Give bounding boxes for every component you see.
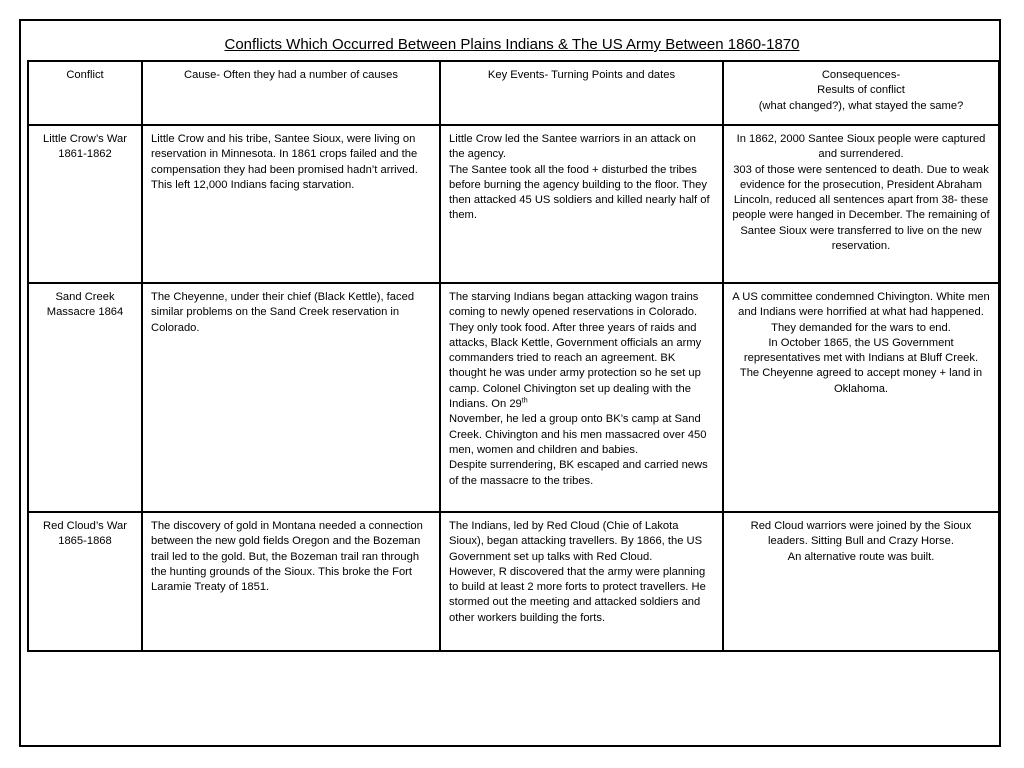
cause-cell: The Cheyenne, under their chief (Black Kettle), faced similar problems on the Sand Creek reservation in Colorado.	[142, 283, 440, 512]
header-consequences: Consequences- Results of conflict (what changed?), what stayed the same?	[723, 61, 999, 125]
ordinal-suffix: th	[521, 397, 528, 405]
conflict-name: Sand Creek Massacre 1864	[28, 283, 142, 512]
consequences-cell: In 1862, 2000 Santee Sioux people were captured and surrendered. 303 of those were sentenced to death. Due to weak evidence for the prosecution, President Abraham Lincoln, reduced all sentences apart from 38- these people were hanged in December. The remaining of Santee Sioux were transferred to live on the new reservation.	[723, 125, 999, 283]
page-title: Conflicts Which Occurred Between Plains Indians & The US Army Between 1860-1870	[224, 36, 800, 53]
consequences-cell: A US committee condemned Chivington. White men and Indians were horrified at what had happened. They demanded for the wars to end. In October 1865, the US Government representatives met with Indians at Bluff Creek. The Cheyenne agreed to accept money + land in Oklahoma.	[723, 283, 999, 512]
conflict-name: Red Cloud’s War 1865-1868	[28, 512, 142, 651]
header-cause: Cause- Often they had a number of causes	[142, 61, 440, 125]
key-events-cell: The Indians, led by Red Cloud (Chie of Lakota Sioux), began attacking travellers. By 1866, the US Government set up talks with Red Cloud. However, R discovered that the army were planning to build at least 2 more forts to protect travellers. He stormed out the meeting and attacked soldiers and other workers building the forts.	[440, 512, 723, 651]
table-row	[28, 125, 999, 283]
header-key-events: Key Events- Turning Points and dates	[440, 61, 723, 125]
table-header-row	[28, 61, 999, 125]
table-row	[28, 283, 999, 512]
cause-cell: The discovery of gold in Montana needed a connection between the new gold fields Oregon and the Bozeman trail led to the gold. But, the Bozeman trail ran through the hunting grounds of the Sioux. This broke the Fort Laramie Treaty of 1851.	[142, 512, 440, 651]
table-row	[28, 512, 999, 651]
key-events-cell: Little Crow led the Santee warriors in an attack on the agency. The Santee took all the food + disturbed the tribes before burning the agency building to the floor. They then attacked 45 US soldiers and killed nearly half of them.	[440, 125, 723, 283]
header-conflict: Conflict	[28, 61, 142, 125]
key-events-text: The starving Indians began attacking wagon trains coming to newly opened reservations in Colorado. They only took food. After three years of raids and attacks, Black Kettle, Government officials an army commanders tried to reach an agreement. BK thought he was under army protection so he set up camp. Colonel Chivington set up dealing with the Indians. On 29	[449, 291, 702, 411]
consequences-cell: Red Cloud warriors were joined by the Sioux leaders. Sitting Bull and Crazy Horse. An alternative route was built.	[723, 512, 999, 651]
conflict-name: Little Crow’s War 1861-1862	[28, 125, 142, 283]
cause-cell: Little Crow and his tribe, Santee Sioux, were living on reservation in Minnesota. In 1861 crops failed and the compensation they had been promised hadn’t arrived. This left 12,000 Indians facing starvation.	[142, 125, 440, 283]
key-events-cell	[440, 283, 723, 512]
key-events-text-cont: November, he led a group onto BK’s camp at Sand Creek. Chivington and his men massacred over 450 men, women and children and babies. Despite surrendering, BK escaped and carried news of the massacre to the tribes.	[449, 413, 708, 487]
conflicts-table	[27, 60, 1000, 652]
